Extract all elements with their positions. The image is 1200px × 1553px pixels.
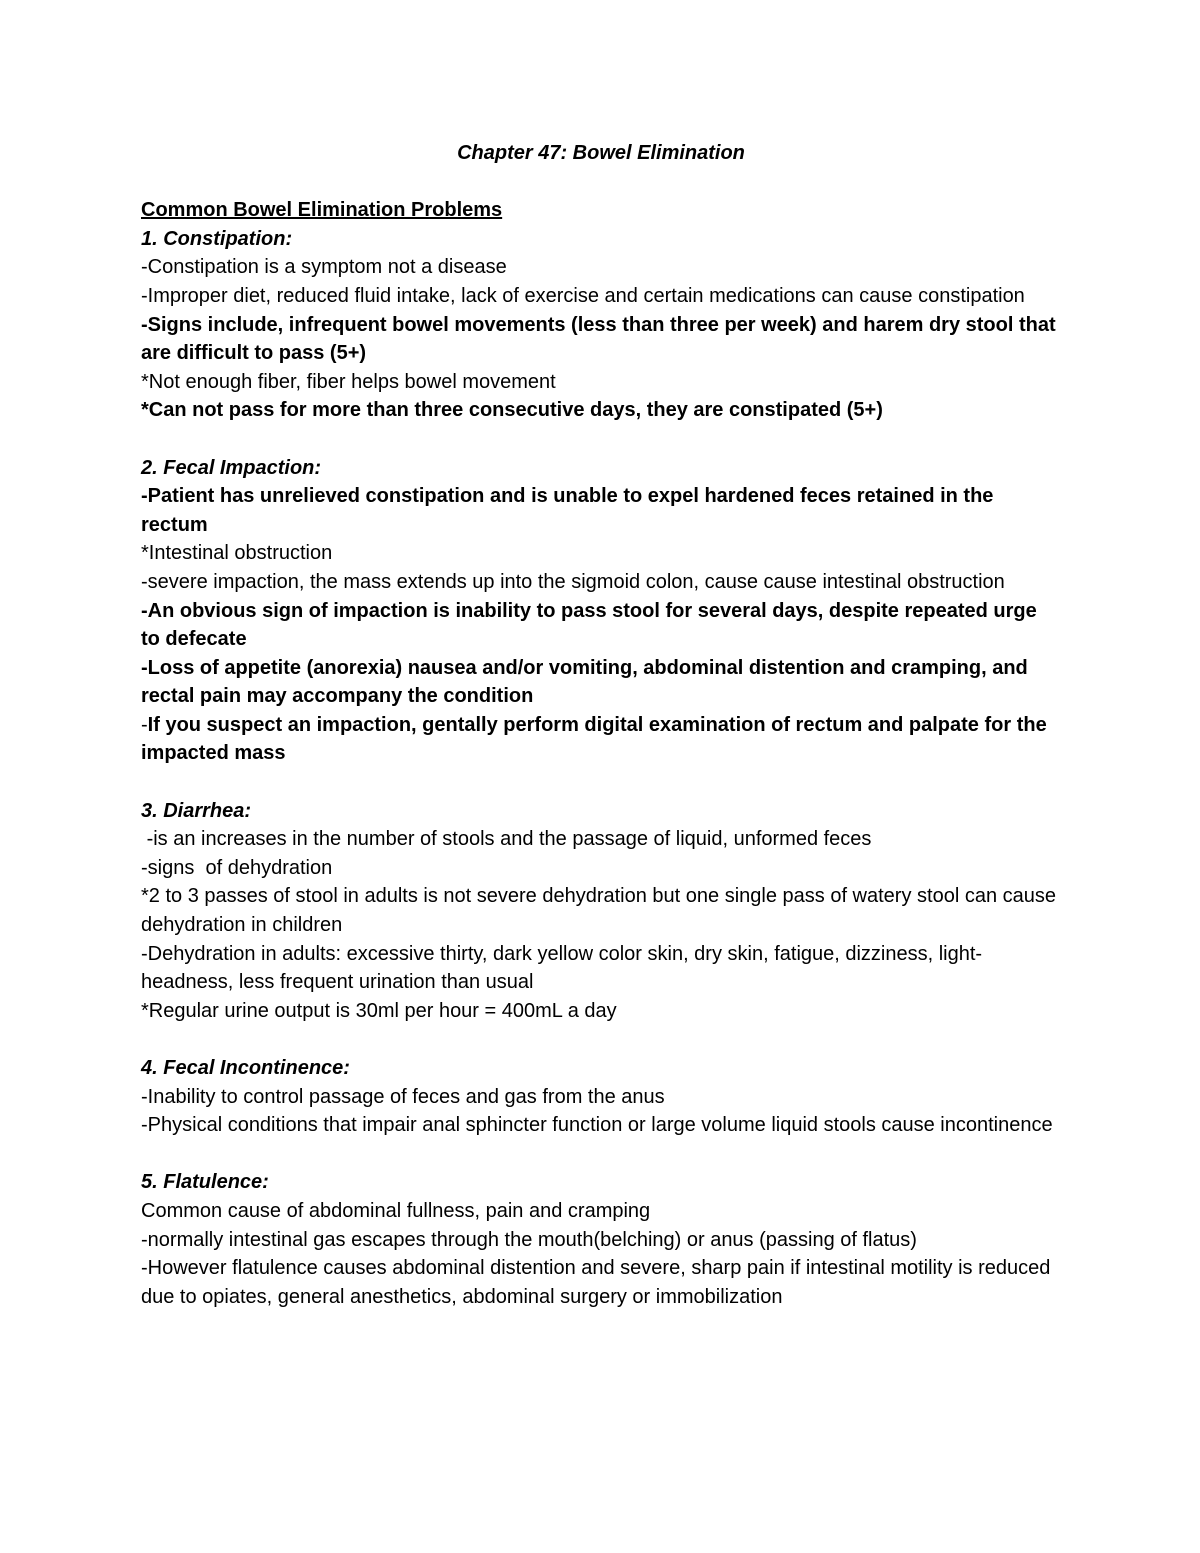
spacer [141,1025,1061,1054]
impaction-line-5: -Loss of appetite (anorexia) nausea and/or vomiting, abdominal distention and cramping, and rectal pain may accompany the condition [141,656,1028,708]
spacer [141,768,1061,797]
diarrhea-line-4: -Dehydration in adults: excessive thirty, dark yellow color skin, dry skin, fatigue, dizziness, light-headness, less frequent urination than usual [141,942,983,994]
diarrhea-line-3: *2 to 3 passes of stool in adults is not severe dehydration but one single pass of watery stool can cause dehydration in children [141,885,1056,937]
constipation-line-4: *Not enough fiber, fiber helps bowel movement [141,370,556,393]
impaction-heading: 2. Fecal Impaction: [141,456,322,479]
constipation-line-5: *Can not pass for more than three consecutive days, they are constipated (5+) [141,399,883,422]
impaction-line-6-dash: - [141,713,148,736]
constipation-line-3: -Signs include, infrequent bowel movements (less than three per week) and harem dry stool that are difficult to pass (5+) [141,313,1056,365]
constipation-heading: 1. Constipation: [141,227,293,250]
diarrhea-heading: 3. Diarrhea: [141,799,252,822]
spacer [141,1140,1061,1169]
incontinence-line-2: -Physical conditions that impair anal sphincter function or large volume liquid stools cause incontinence [141,1114,1053,1137]
incontinence-line-1: -Inability to control passage of feces and gas from the anus [141,1085,665,1108]
constipation-line-1: -Constipation is a symptom not a disease [141,256,507,279]
flatulence-heading: 5. Flatulence: [141,1171,269,1194]
incontinence-heading: 4. Fecal Incontinence: [141,1057,350,1079]
diarrhea-line-5: *Regular urine output is 30ml per hour = 400mL a day [141,999,617,1022]
impaction-line-1: -Patient has unrelieved constipation and is unable to expel hardened feces retained in the rectum [141,485,994,536]
impaction-line-3: -severe impaction, the mass extends up into the sigmoid colon, cause cause intestinal obstruction [141,570,1005,593]
constipation-line-2: -Improper diet, reduced fluid intake, lack of exercise and certain medications can cause constipation [141,284,1025,307]
flatulence-line-2: -normally intestinal gas escapes through the mouth(belching) or anus (passing of flatus) [141,1228,917,1251]
impaction-line-4: -An obvious sign of impaction is inability to pass stool for several days, despite repeated urge to defecate [141,599,1037,651]
impaction-line-6 [141,711,1061,768]
impaction-line-2: *Intestinal obstruction [141,542,333,565]
impaction-line-6-text: If you suspect an impaction, gentally perform digital examination of rectum and palpate for the impacted mass [141,713,1047,765]
diarrhea-line-2: -signs of dehydration [141,856,333,879]
flatulence-line-3: -However flatulence causes abdominal distention and severe, sharp pain if intestinal motility is reduced due to opiates, general anesthetics, abdominal surgery or immobilization [141,1257,1051,1308]
spacer [141,425,1061,454]
section-heading: Common Bowel Elimination Problems [141,199,503,222]
document-title: Chapter 47: Bowel Elimination [457,142,745,164]
flatulence-line-1: Common cause of abdominal fullness, pain and cramping [141,1199,651,1222]
diarrhea-line-1: -is an increases in the number of stools and the passage of liquid, unformed feces [141,828,872,851]
document-body [141,139,1061,1311]
